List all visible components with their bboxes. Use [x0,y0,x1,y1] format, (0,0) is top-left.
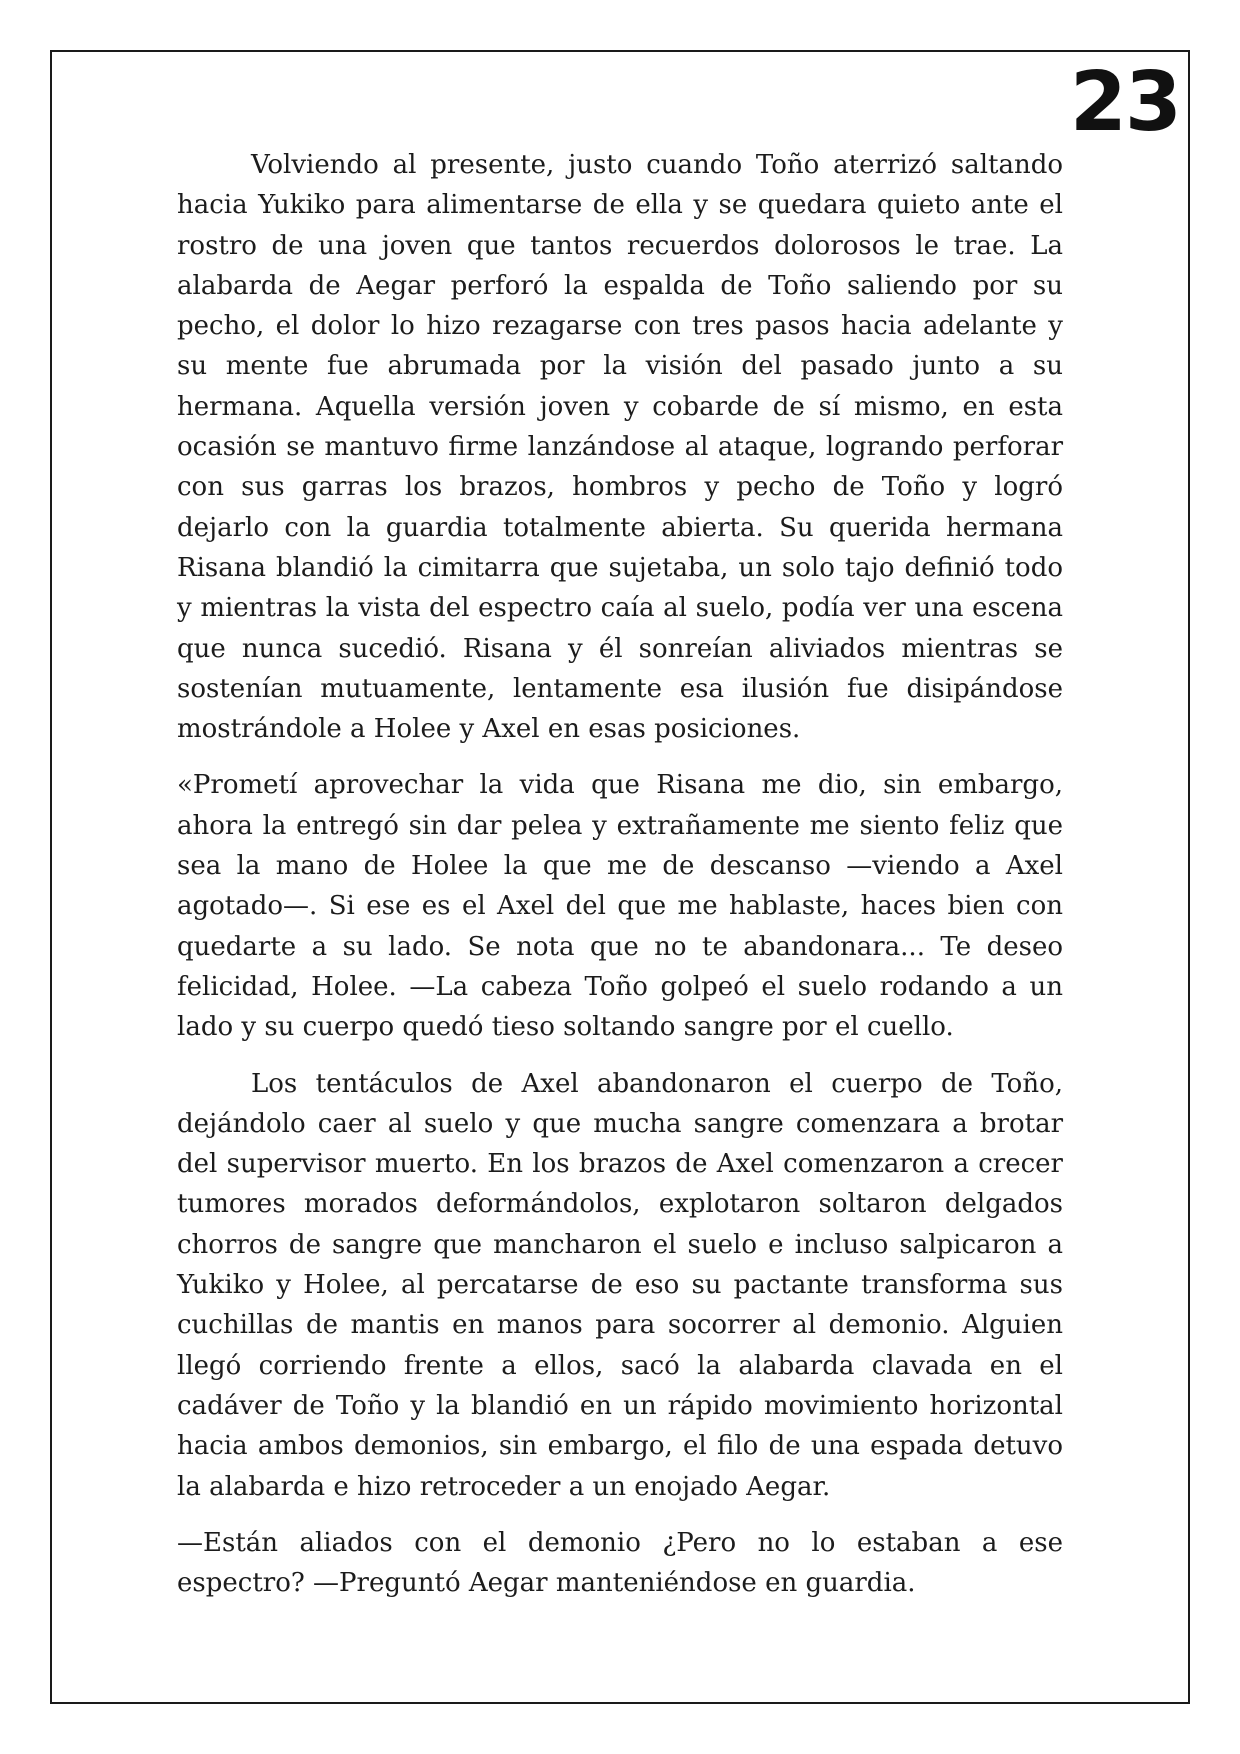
body-text [177,145,1063,1619]
paragraph-1: Volviendo al presente, justo cuando Toño aterrizó saltando hacia Yukiko para alimentarse de ella y se quedara quieto ante el rostro de una joven que tantos recuerdos dolorosos le trae. La alabarda de Aegar perforó la espalda de Toño saliendo por su pecho, el dolor lo hizo rezagarse con tres pasos hacia adelante y su mente fue abrumada por la visión del pasado junto a su hermana. Aquella versión joven y cobarde de sí mismo, en esta ocasión se mantuvo firme lanzándose al ataque, logrando perforar con sus garras los brazos, hombros y pecho de Toño y logró dejarlo con la guardia totalmente abierta. Su querida hermana Risana blandió la cimitarra que sujetaba, un solo tajo definió todo y mientras la vista del espectro caía al suelo, podía ver una escena que nunca sucedió. Risana y él sonreían aliviados mientras se sostenían mutuamente, lentamente esa ilusión fue disipándose mostrándole a Holee y Axel en esas posiciones. [177,150,1063,745]
paragraph-4: —Están aliados con el demonio ¿Pero no lo estaban a ese espectro? —Preguntó Aegar manteniéndose en guardia. [177,1527,1063,1599]
paragraph-3: Los tentáculos de Axel abandonaron el cuerpo de Toño, dejándolo caer al suelo y que mucha sangre comenzara a brotar del supervisor muerto. En los brazos de Axel comenzaron a crecer tumores morados deformándolos, explotaron soltaron delgados chorros de sangre que mancharon el suelo e incluso salpicaron a Yukiko y Holee, al percatarse de eso su pactante transforma sus cuchillas de mantis en manos para socorrer al demonio. Alguien llegó corriendo frente a ellos, sacó la alabarda clavada en el cadáver de Toño y la blandió en un rápido movimiento horizontal hacia ambos demonios, sin embargo, el filo de una espada detuvo la alabarda e hizo retroceder a un enojado Aegar. [177,1068,1063,1502]
page-number: 23 [1069,55,1180,150]
paragraph-2: «Prometí aprovechar la vida que Risana me dio, sin embargo, ahora la entregó sin dar pelea y extrañamente me siento feliz que sea la mano de Holee la que me de descanso —viendo a Axel agotado—. Si ese es el Axel del que me hablaste, haces bien con quedarte a su lado. Se nota que no te abandonara... Te deseo felicidad, Holee. —La cabeza Toño golpeó el suelo rodando a un lado y su cuerpo quedó tieso soltando sangre por el cuello. [177,770,1063,1043]
